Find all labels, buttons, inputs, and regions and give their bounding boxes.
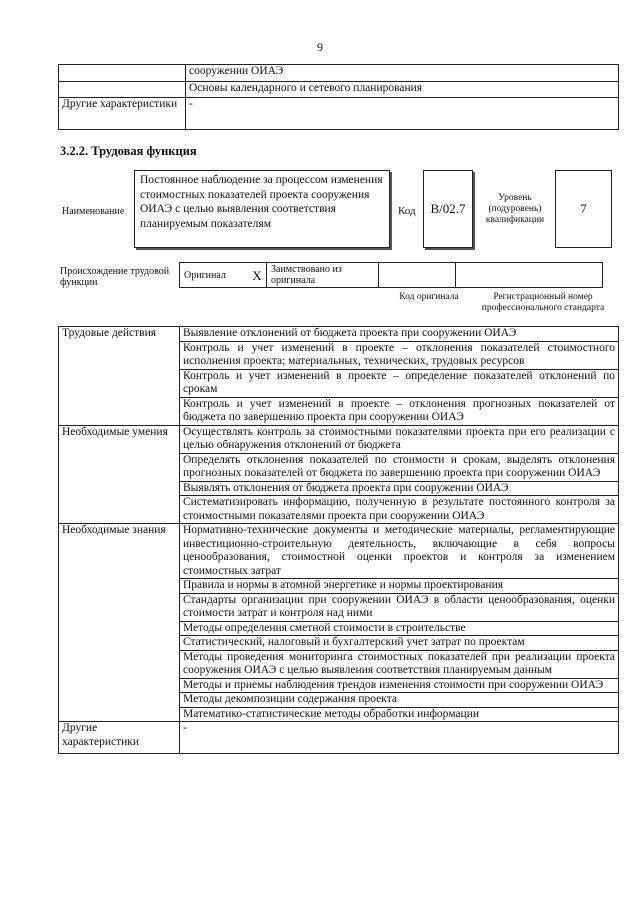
row-label: Необходимые знания bbox=[59, 524, 180, 722]
table-cell: Статистический, налоговый и бухгалтерский учет затрат по проектам bbox=[180, 636, 619, 651]
function-code-box: B/02.7 bbox=[423, 170, 473, 248]
reg-caption: Регистрационный номер профессионального стандарта bbox=[481, 292, 605, 313]
table-cell: Методы определения сметной стоимости в строительстве bbox=[180, 621, 619, 636]
row-label: Необходимые умения bbox=[59, 425, 180, 524]
table-cell: Выявление отклонений от бюджета проекта при сооружении ОИАЭ bbox=[180, 327, 619, 342]
original-mark: X bbox=[248, 263, 267, 288]
row-label: Трудовые действия bbox=[59, 327, 180, 426]
level-box: 7 bbox=[555, 170, 612, 248]
top-table-label bbox=[59, 82, 186, 98]
table-cell: Методы и приемы наблюдения трендов изменения стоимости при сооружении ОИАЭ bbox=[180, 678, 619, 693]
table-cell: Нормативно-технические документы и методические материалы, регламентирующие инвестиционно-строительную деятельность, включающие в себя вопросы ценообразования, стоимостной оценки проектов и контроля за изменением стоимостных затрат bbox=[180, 524, 619, 579]
table-cell: Методы проведения мониторинга стоимостных показателей при реализации проекта сооружения ОИАЭ с целью выявления соответствия планируемым данным bbox=[180, 650, 619, 678]
table-cell: Контроль и учет изменений в проекте – определение показателей отклонений по срокам bbox=[180, 369, 619, 397]
origin-table bbox=[179, 262, 603, 288]
level-label: Уровень (подуровень) квалификации bbox=[485, 193, 545, 225]
original-label: Оригинал bbox=[180, 263, 249, 288]
table-cell: Контроль и учет изменений в проекте – отклонения показателей стоимостного исполнения проекта; материальных, технических, трудовых ресурсов bbox=[180, 341, 619, 369]
row-label: Другие характеристики bbox=[59, 722, 180, 754]
top-table bbox=[58, 64, 619, 130]
original-code-cell bbox=[379, 263, 456, 288]
function-name-box: Постоянное наблюдение за процессом изменения стоимостных показателей проекта сооружения ОИАЭ с целью выявления соответствия планируемым показателям bbox=[134, 170, 390, 248]
borrowed-label: Заимствовано из оригинала bbox=[267, 263, 379, 288]
code-label: Код bbox=[398, 205, 416, 217]
table-cell: - bbox=[180, 722, 619, 754]
table-cell: Контроль и учет изменений в проекте – отклонения прогнозных показателей от бюджета по завершению проекта при сооружении ОИАЭ bbox=[180, 397, 619, 425]
origin-label: Происхождение трудовой функции bbox=[60, 266, 170, 288]
table-cell: Осуществлять контроль за стоимостными показателями проекта при его реализации с целью обнаружения отклонений от бюджета bbox=[180, 425, 619, 453]
top-table-value: сооружении ОИАЭ bbox=[186, 65, 619, 82]
main-table bbox=[58, 326, 619, 754]
section-heading: 3.2.2. Трудовая функция bbox=[60, 144, 197, 158]
name-label: Наименование bbox=[62, 206, 125, 217]
code-caption: Код оригинала bbox=[399, 292, 459, 302]
reg-number-cell bbox=[456, 263, 603, 288]
table-cell: Выявлять отклонения от бюджета проекта при сооружении ОИАЭ bbox=[180, 481, 619, 496]
top-table-value: - bbox=[186, 98, 619, 130]
top-table-label bbox=[59, 65, 186, 82]
table-cell: Определять отклонения показателей по стоимости и срокам, выделять отклонения прогнозных показателей от бюджета по завершению проекта при сооружении ОИАЭ bbox=[180, 453, 619, 481]
top-table-label: Другие характеристики bbox=[59, 98, 186, 130]
table-cell: Методы декомпозиции содержания проекта bbox=[180, 693, 619, 708]
top-table-value: Основы календарного и сетевого планирования bbox=[186, 82, 619, 98]
page-number: 9 bbox=[317, 40, 323, 54]
table-cell: Правила и нормы в атомной энергетике и нормы проектирования bbox=[180, 579, 619, 594]
table-cell: Систематизировать информацию, полученную в результате постоянного контроля за стоимостными показателями проекта при сооружении ОИАЭ bbox=[180, 496, 619, 524]
table-cell: Математико-статистические методы обработки информации bbox=[180, 707, 619, 722]
table-cell: Стандарты организации при сооружении ОИАЭ в области ценообразования, оценки стоимости затрат и контроля над ними bbox=[180, 593, 619, 621]
